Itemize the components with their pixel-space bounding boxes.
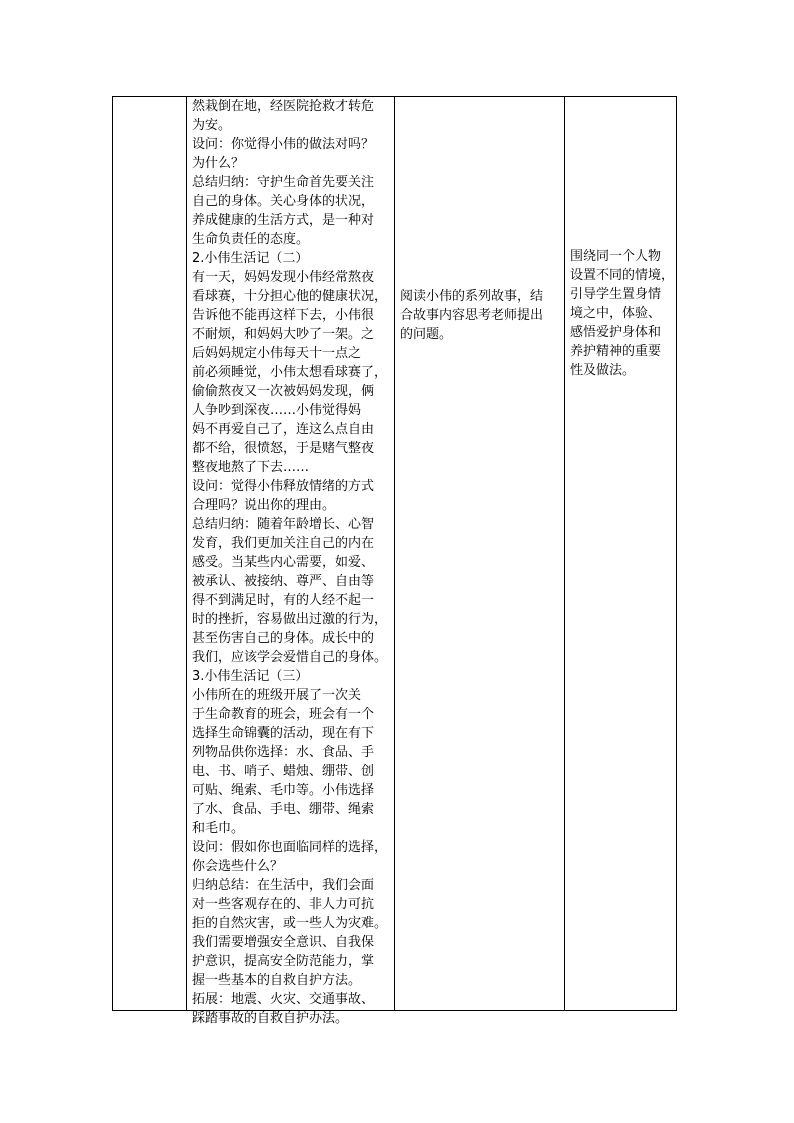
- content-line: 踩踏事故的自救自护办法。: [192, 1011, 349, 1026]
- content-line: 总结归纳：守护生命首先要关注: [192, 175, 375, 190]
- content-line: 护意识，提高安全防范能力，掌: [192, 954, 375, 969]
- content-line: 为安。: [192, 118, 232, 133]
- content-line: 设问：觉得小伟释放情绪的方式: [192, 479, 375, 494]
- content-line: 时的挫折，容易做出过激的行为，: [192, 612, 388, 627]
- content-line: 和毛巾。: [192, 821, 245, 836]
- content-line: 握一些基本的自救自护方法。: [192, 973, 362, 988]
- intent-line: 引导学生置身情: [570, 287, 662, 302]
- activity-line: 合故事内容思考老师提出: [400, 308, 544, 323]
- content-line: 后妈妈规定小伟每天十一点之: [192, 346, 362, 361]
- stage-column: [113, 97, 187, 1010]
- intent-line: 设置不同的情境，: [570, 268, 675, 283]
- content-line: 整夜地熬了下去……: [192, 460, 310, 475]
- content-line: 感受。当某些内心需要，如爱、: [192, 555, 375, 570]
- content-line: 电、书、哨子、蜡烛、绷带、创: [192, 764, 375, 779]
- intent-line: 围绕同一个人物: [570, 249, 662, 264]
- content-line: 对一些客观存在的、非人力可抗: [192, 897, 375, 912]
- intent-line: 感悟爱护身体和: [570, 325, 662, 340]
- content-line: 得不到满足时，有的人经不起一: [192, 593, 375, 608]
- content-line: 设问：你觉得小伟的做法对吗？: [192, 137, 375, 152]
- content-line: 你会选些什么？: [192, 859, 284, 874]
- content-line: 偷偷熬夜又一次被妈妈发现，俩: [192, 384, 375, 399]
- content-line: 列物品供你选择：水、食品、手: [192, 745, 375, 760]
- content-column: [187, 97, 395, 1026]
- content-line: 甚至伤害自己的身体。成长中的: [192, 631, 375, 646]
- content-line: 前必须睡觉，小伟太想看球赛了，: [192, 365, 388, 380]
- content-line: 总结归纳：随着年龄增长、心智: [192, 517, 375, 532]
- content-line: 3.小伟生活记（三）: [192, 669, 309, 684]
- activity-line: 阅读小伟的系列故事，结: [400, 289, 544, 304]
- activity-line: 的问题。: [400, 327, 453, 342]
- content-line: 告诉他不能再这样下去，小伟很: [192, 308, 375, 323]
- content-line: 合理吗？说出你的理由。: [192, 498, 336, 513]
- content-line: 自己的身体。关心身体的状况，: [192, 194, 375, 209]
- content-line: 为什么？: [192, 156, 245, 171]
- content-line: 养成健康的生活方式，是一种对: [192, 213, 375, 228]
- content-line: 可贴、绳索、毛巾等。小伟选择: [192, 783, 375, 798]
- content-line: 2.小伟生活记（二）: [192, 251, 309, 266]
- content-line: 我们，应该学会爱惜自己的身体。: [192, 650, 388, 665]
- design-intent-column: [565, 97, 678, 1010]
- intent-line: 养护精神的重要: [570, 344, 662, 359]
- content-line: 都不给，很愤怒，于是赌气整夜: [192, 441, 375, 456]
- content-line: 有一天，妈妈发现小伟经常熬夜: [192, 270, 375, 285]
- content-line: 小伟所在的班级开展了一次关: [192, 688, 362, 703]
- content-line: 被承认、被接纳、尊严、自由等: [192, 574, 375, 589]
- content-line: 然栽倒在地，经医院抢救才转危: [192, 99, 375, 114]
- content-line: 生命负责任的态度。: [192, 232, 310, 247]
- content-line: 妈不再爱自己了，连这么点自由: [192, 422, 375, 437]
- design-intent: [570, 247, 676, 380]
- lesson-table: [112, 96, 677, 1026]
- intent-line: 境之中，体验、: [570, 306, 662, 321]
- content-line: 不耐烦，和妈妈大吵了一架。之: [192, 327, 375, 342]
- content-line: 看球赛，十分担心他的健康状况，: [192, 289, 388, 304]
- teaching-content: [192, 97, 391, 1028]
- content-line: 拒的自然灾害，或一些人为灾难。: [192, 916, 388, 931]
- intent-line: 性及做法。: [570, 363, 636, 378]
- content-line: 于生命教育的班会，班会有一个: [192, 707, 375, 722]
- student-activity: [400, 287, 562, 344]
- content-line: 拓展：地震、火灾、交通事故、: [192, 992, 375, 1007]
- content-line: 归纳总结：在生活中，我们会面: [192, 878, 375, 893]
- content-line: 发育，我们更加关注自己的内在: [192, 536, 375, 551]
- content-line: 人争吵到深夜……小伟觉得妈: [192, 403, 362, 418]
- content-line: 选择生命锦囊的活动，现在有下: [192, 726, 375, 741]
- content-line: 我们需要增强安全意识、自我保: [192, 935, 375, 950]
- student-activity-column: [395, 97, 565, 1010]
- content-line: 设问：假如你也面临同样的选择，: [192, 840, 388, 855]
- content-line: 了水、食品、手电、绷带、绳索: [192, 802, 375, 817]
